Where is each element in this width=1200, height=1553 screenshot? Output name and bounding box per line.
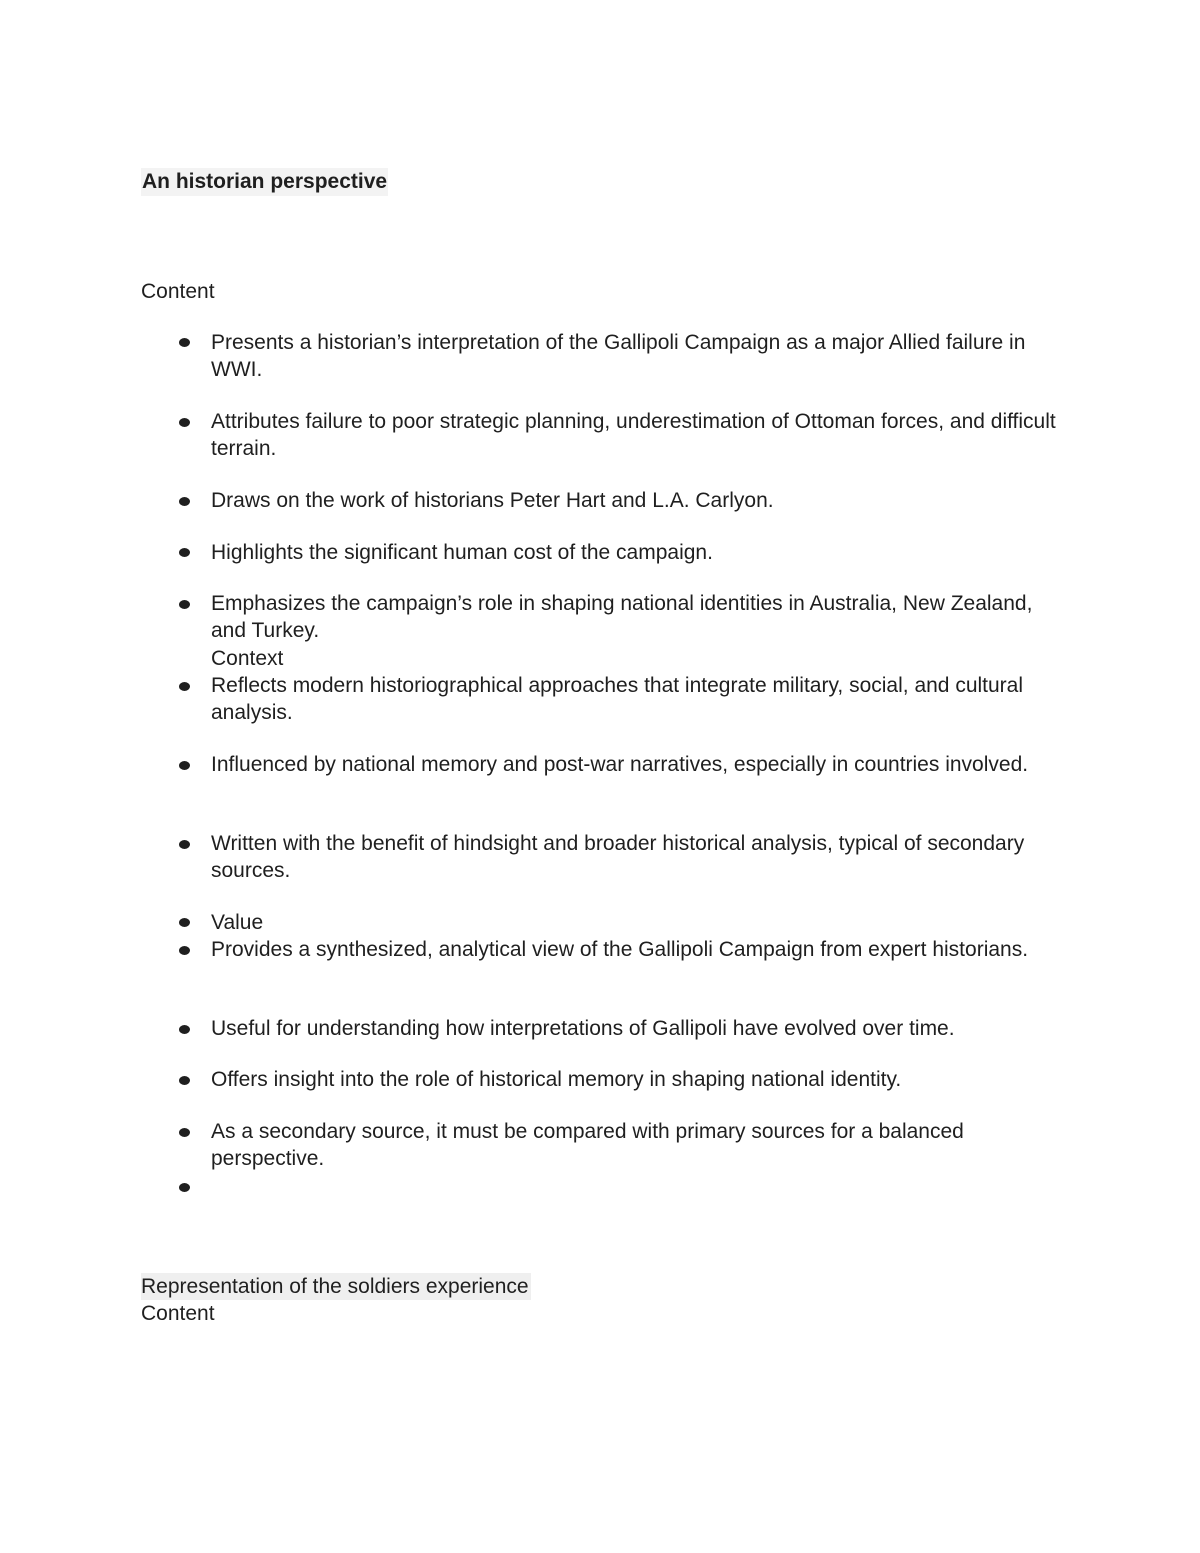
section2-heading: Representation of the soldiers experience	[141, 1275, 529, 1298]
list-item: Value	[211, 911, 264, 934]
bullet-icon	[179, 918, 190, 927]
section2-content-label: Content	[141, 1302, 215, 1325]
list-item: Written with the benefit of hindsight and broader historical analysis, typical of secondary sources.	[211, 832, 1025, 882]
bullet-icon	[179, 1128, 190, 1137]
list-item: Reflects modern historiographical approaches that integrate military, social, and cultural analysis.	[211, 674, 1024, 724]
bullet-icon	[179, 338, 190, 347]
bullet-icon	[179, 418, 190, 427]
list-item: Presents a historian’s interpretation of the Gallipoli Campaign as a major Allied failure in WWI.	[211, 331, 1026, 381]
bullet-icon	[179, 497, 190, 506]
content-label: Content	[141, 280, 215, 303]
list-item: As a secondary source, it must be compared with primary sources for a balanced perspective.	[211, 1120, 964, 1170]
section-heading: An historian perspective	[141, 168, 388, 196]
list-item: Draws on the work of historians Peter Hart and L.A. Carlyon.	[211, 489, 774, 512]
bullet-icon	[179, 682, 190, 691]
bullet-icon	[179, 1076, 190, 1085]
list-item: Provides a synthesized, analytical view of the Gallipoli Campaign from expert historians.	[211, 938, 1029, 961]
bullet-icon	[179, 600, 190, 609]
list-item: Highlights the significant human cost of the campaign.	[211, 541, 713, 564]
list-item: Influenced by national memory and post-war narratives, especially in countries involved.	[211, 753, 1029, 776]
bullet-icon	[179, 1183, 190, 1192]
bullet-icon	[179, 1025, 190, 1034]
bullet-icon	[179, 761, 190, 770]
list-item: Emphasizes the campaign’s role in shaping national identities in Australia, New Zealand, and Turkey.	[211, 592, 1033, 642]
bullet-icon	[179, 840, 190, 849]
list-item: Useful for understanding how interpretations of Gallipoli have evolved over time.	[211, 1017, 955, 1040]
bullet-icon	[179, 548, 190, 557]
list-item: Attributes failure to poor strategic planning, underestimation of Ottoman forces, and difficult terrain.	[211, 410, 1056, 460]
bullet-icon	[179, 946, 190, 955]
context-label: Context	[211, 647, 284, 670]
list-item: Offers insight into the role of historical memory in shaping national identity.	[211, 1068, 902, 1091]
